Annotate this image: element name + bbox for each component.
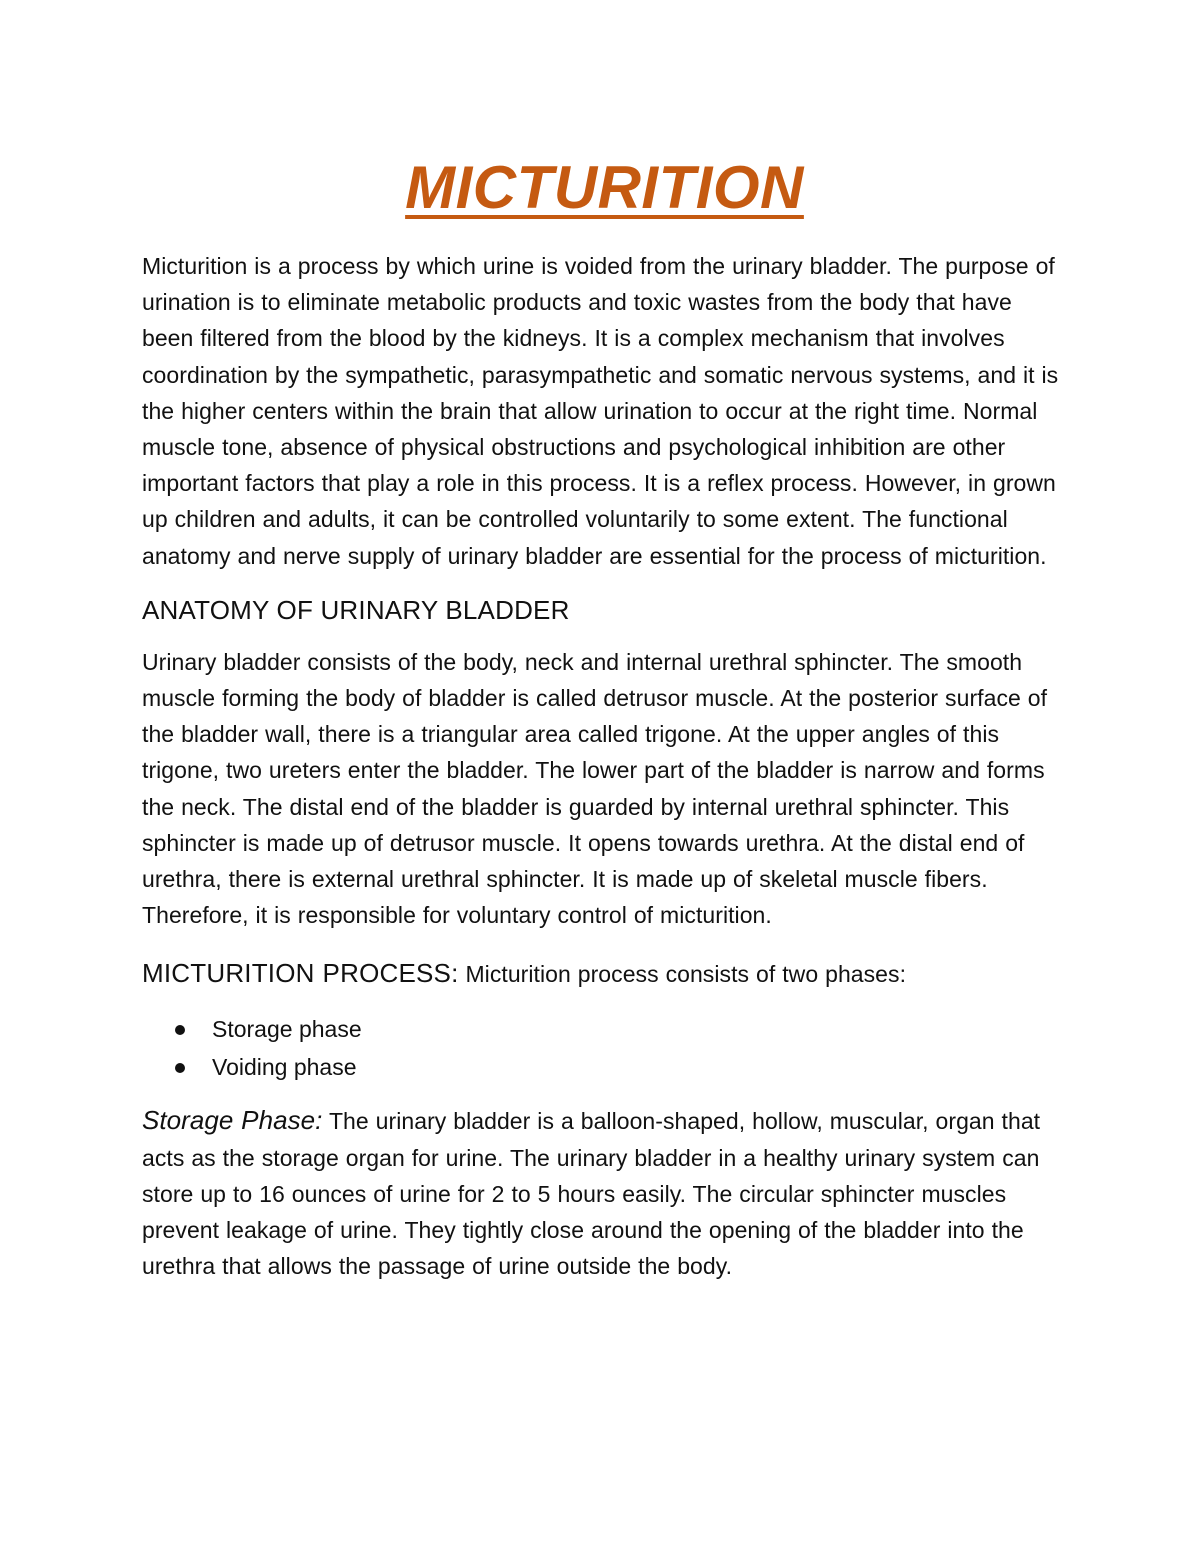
process-heading: MICTURITION PROCESS: (142, 958, 459, 989)
phase-label: Storage phase (212, 1016, 362, 1043)
document-content (142, 150, 1067, 1284)
process-text: Micturition process consists of two phases: (458, 961, 907, 988)
phase-list (142, 1010, 1067, 1086)
anatomy-heading: ANATOMY OF URINARY BLADDER (142, 594, 570, 625)
bullet-icon (175, 1025, 185, 1035)
storage-heading: Storage Phase: (142, 1105, 323, 1136)
storage-paragraph (142, 1102, 1067, 1284)
phase-label: Voiding phase (212, 1054, 357, 1081)
document-title: MICTURITION (405, 154, 804, 221)
intro-paragraph: Micturition is a process by which urine is voided from the urinary bladder. The purpose of urination is to eliminate metabolic products and toxic wastes from the body that have been filtered from the blood by the kidneys. It is a complex mechanism that involves coordination by the sympathetic, parasympathetic and somatic nervous systems, and it is the higher centers within the brain that allow urination to occur at the right time. Normal muscle tone, absence of physical obstructions and psychological inhibition are other important factors that play a role in this process. It is a reflex process. However, in grown up children and adults, it can be controlled voluntarily to some extent. The functional anatomy and nerve supply of urinary bladder are essential for the process of micturition. (142, 253, 1059, 569)
storage-text: The urinary bladder is a balloon-shaped, hollow, muscular, organ that acts as the storage organ for urine. The urinary bladder in a healthy urinary system can store up to 16 ounces of urine for 2 to 5 hours easily. The circular sphincter muscles prevent leakage of urine. They tightly close around the opening of the bladder into the urethra that allows the passage of urine outside the body. (142, 1108, 1041, 1280)
list-item (142, 1048, 1067, 1086)
list-item (142, 1010, 1067, 1048)
bullet-icon (175, 1063, 185, 1073)
anatomy-paragraph: Urinary bladder consists of the body, neck and internal urethral sphincter. The smooth muscle forming the body of bladder is called detrusor muscle. At the posterior surface of the bladder wall, there is a triangular area called trigone. At the upper angles of this trigone, two ureters enter the bladder. The lower part of the bladder is narrow and forms the neck. The distal end of the bladder is guarded by internal urethral sphincter. This sphincter is made up of detrusor muscle. It opens towards urethra. At the distal end of urethra, there is external urethral sphincter. It is made up of skeletal muscle fibers. Therefore, it is responsible for voluntary control of micturition. (142, 648, 1048, 929)
process-intro (142, 955, 1067, 992)
